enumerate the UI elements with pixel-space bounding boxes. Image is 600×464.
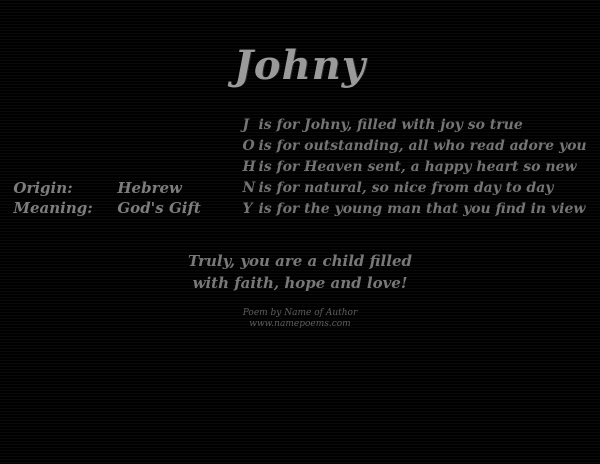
credit-block	[0, 308, 600, 330]
closing-line: with faith, hope and love!	[192, 274, 408, 292]
meta-value-meaning: God's Gift	[117, 199, 201, 217]
acrostic-line	[242, 157, 586, 178]
acrostic-letter: J	[242, 117, 250, 133]
acrostic-text: is for outstanding, all who read adore you	[258, 138, 587, 154]
acrostic-text: is for Heaven sent, a happy heart so new	[258, 159, 577, 175]
acrostic-line	[242, 199, 586, 220]
meta-label-origin: Origin:	[13, 179, 73, 197]
acrostic-text: is for natural, so nice from day to day	[258, 180, 554, 196]
credit-author: Poem by Name of Author	[242, 308, 358, 318]
meta-row-origin	[13, 178, 237, 198]
page-title: Johny	[233, 42, 366, 89]
meta-label-meaning: Meaning:	[13, 199, 93, 217]
name-meta	[13, 178, 237, 218]
meta-value-origin: Hebrew	[117, 179, 182, 197]
acrostic-line	[242, 115, 586, 136]
acrostic-letter: N	[242, 180, 256, 196]
acrostic-line	[242, 178, 586, 199]
closing-line: Truly, you are a child filled	[188, 252, 412, 270]
acrostic-letter: Y	[242, 201, 253, 217]
meta-row-meaning	[13, 198, 237, 218]
credit-website: www.namepoems.com	[249, 319, 351, 329]
acrostic-text: is for the young man that you find in view	[258, 201, 586, 217]
acrostic-line	[242, 136, 586, 157]
acrostic-letter: O	[242, 138, 255, 154]
acrostic-text: is for Johny, filled with joy so true	[258, 117, 523, 133]
closing-stanza	[0, 250, 600, 294]
acrostic-stanza	[242, 115, 586, 220]
acrostic-letter: H	[242, 159, 256, 175]
